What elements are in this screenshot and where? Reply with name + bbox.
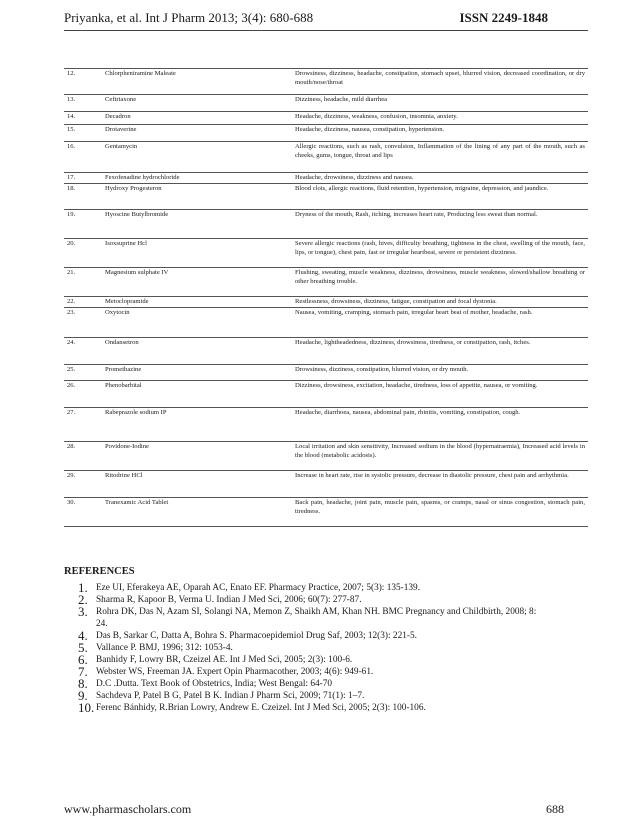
references-heading: REFERENCES (64, 566, 135, 577)
reference-number: 6. (78, 652, 88, 667)
adverse-effects-cell: Restlessness, drowsiness, dizziness, fatigue, constipation and focal dystonia. (292, 297, 588, 308)
row-number-cell: 13. (64, 95, 102, 112)
table-row (64, 112, 588, 125)
reference-item (78, 702, 548, 714)
table-body (64, 69, 588, 527)
reference-item (78, 654, 548, 666)
table-row (64, 210, 588, 239)
header-rule (64, 30, 588, 31)
reference-item (78, 594, 548, 606)
adverse-effects-cell: Severe allergic reactions (rash, hives, difficulty breathing, tightness in the chest, swelling of the mouth, face, lips, or tongue), chest pain, fast or irregular heartbeat, severe or persistent dizziness. (292, 239, 588, 268)
row-number-cell: 23. (64, 308, 102, 338)
reference-number: 2. (78, 592, 88, 607)
footer-website: www.pharmascholars.com (64, 802, 192, 816)
header-citation: Priyanka, et al. Int J Pharm 2013; 3(4): 680-688 (64, 10, 314, 25)
row-number-cell: 26. (64, 381, 102, 408)
row-number-cell: 21. (64, 268, 102, 297)
reference-item (78, 642, 548, 654)
reference-item (78, 582, 548, 594)
footer-page-number: 688 (546, 802, 564, 816)
adverse-effects-cell: Flushing, sweating, muscle weakness, dizziness, drowsiness, muscle weakness, slowed/shallow breathing or other breathing trouble. (292, 268, 588, 297)
row-number-cell: 20. (64, 239, 102, 268)
reference-text: Sachdeva P, Patel B G, Patel B K. Indian J Pharm Sci, 2009; 71(1): 1–7. (96, 691, 365, 701)
drug-name-cell: Ceftriaxone (102, 95, 292, 112)
table-row (64, 268, 588, 297)
reference-number: 5. (78, 640, 88, 655)
row-number-cell: 17. (64, 173, 102, 184)
table-row (64, 95, 588, 112)
adverse-effects-cell: Headache, drowsiness, dizziness and nausea. (292, 173, 588, 184)
adverse-effects-cell: Drowsiness, dizziness, constipation, blurred vision, or dry mouth. (292, 365, 588, 381)
drug-name-cell: Promethazine (102, 365, 292, 381)
drug-name-cell: Drotaverine (102, 125, 292, 142)
drug-name-cell: Fexofenadine hydrochloride (102, 173, 292, 184)
reference-number: 7. (78, 664, 88, 679)
adverse-effects-cell: Local irritation and skin sensitivity, Increased sodium in the blood (hypernatraemia), Increased acid levels in the blood (metabolic acidosis). (292, 442, 588, 471)
drug-name-cell: Isoxsuprine Hcl (102, 239, 292, 268)
adverse-effects-cell: Allergic reactions, such as rash, convulsion, Inflammation of the lining of any part of the mouth, such as cheeks, gums, tongue, throat and lips (292, 142, 588, 173)
row-number-cell: 18. (64, 184, 102, 210)
table-row (64, 239, 588, 268)
reference-item (78, 630, 548, 642)
table-row (64, 381, 588, 408)
adverse-effects-cell: Dizziness, drowsiness, excitation, headache, tiredness, loss of appetite, nausea, or vomiting. (292, 381, 588, 408)
reference-item (78, 606, 548, 630)
drug-name-cell: Hyoscine Butylbromide (102, 210, 292, 239)
table-row (64, 338, 588, 365)
table-row (64, 125, 588, 142)
reference-number: 10. (78, 700, 95, 715)
reference-text: Rohra DK, Das N, Azam SI, Solangi NA, Memon Z, Shaikh AM, Khan NH. BMC Pregnancy and Childbirth, 2008; 8: 24. (96, 607, 537, 629)
table-row (64, 498, 588, 527)
row-number-cell: 27. (64, 408, 102, 442)
table-row (64, 408, 588, 442)
row-number-cell: 25. (64, 365, 102, 381)
table-row (64, 173, 588, 184)
page-footer (64, 802, 564, 817)
table-row (64, 365, 588, 381)
adverse-effects-cell: Nausea, vomiting, cramping, stomach pain, irregular heart beat of mother, headache, rash. (292, 308, 588, 338)
reference-item (78, 690, 548, 702)
adverse-effects-cell: Drowsiness, dizziness, headache, constipation, stomach upset, blurred vision, decreased coordination, or dry mouth/nose/throat (292, 69, 588, 95)
drug-name-cell: Ritodrine HCl (102, 471, 292, 498)
row-number-cell: 30. (64, 498, 102, 527)
adverse-effects-cell: Dizziness, headache, mild diarrhea (292, 95, 588, 112)
table-row (64, 297, 588, 308)
row-number-cell: 22. (64, 297, 102, 308)
references-list (78, 582, 548, 714)
reference-number: 3. (78, 604, 88, 619)
reference-text: Das B, Sarkar C, Datta A, Bohra S. Pharmacoepidemiol Drug Saf, 2003; 12(3): 221-5. (96, 631, 417, 641)
adverse-effects-cell: Headache, dizziness, weakness, confusion, insomnia, anxiety. (292, 112, 588, 125)
row-number-cell: 29. (64, 471, 102, 498)
table-row (64, 142, 588, 173)
drug-name-cell: Hydroxy Progesteron (102, 184, 292, 210)
drug-name-cell: Tranexamic Acid Tablet (102, 498, 292, 527)
reference-text: Eze UI, Eferakeya AE, Oparah AC, Enato EF. Pharmacy Practice, 2007; 5(3): 135-139. (96, 583, 421, 593)
row-number-cell: 12. (64, 69, 102, 95)
table-row (64, 69, 588, 95)
running-header (64, 10, 548, 30)
reference-number: 8. (78, 676, 88, 691)
reference-text: Banhidy F, Lowry BR, Czeizel AE. Int J Med Sci, 2005; 2(3): 100-6. (96, 655, 353, 665)
adverse-effects-cell: Headache, lightheadedness, dizziness, drowsiness, tiredness, or constipation, rash, itches. (292, 338, 588, 365)
drug-name-cell: Magnesium sulphate IV (102, 268, 292, 297)
reference-number: 1. (78, 580, 88, 595)
drug-name-cell: Phenobarbital (102, 381, 292, 408)
reference-text: Vallance P. BMJ, 1996; 312: 1053-4. (96, 643, 233, 653)
drug-name-cell: Ondansetron (102, 338, 292, 365)
reference-text: Sharma R, Kapoor B, Verma U. Indian J Med Sci, 2006; 60(7): 277-87. (96, 595, 362, 605)
adverse-effects-cell: Dryness of the mouth, Rash, itching, increases heart rate, Producing less sweat than normal. (292, 210, 588, 239)
reference-item (78, 666, 548, 678)
row-number-cell: 14. (64, 112, 102, 125)
table-row (64, 184, 588, 210)
adverse-effects-cell: Headache, dizziness, nausea, constipation, hypertension. (292, 125, 588, 142)
drug-name-cell: Rabeprazole sodium IP (102, 408, 292, 442)
drug-name-cell: Oxytocin (102, 308, 292, 338)
adverse-effects-cell: Increase in heart rate, rise in systolic pressure, decrease in diastolic pressure, chest pain and arrhythmia. (292, 471, 588, 498)
reference-text: D.C .Dutta. Text Book of Obstetrics, India; West Bengal: 64-70 (96, 679, 333, 689)
reference-number: 4. (78, 628, 88, 643)
drug-name-cell: Gentamycin (102, 142, 292, 173)
adverse-effects-table (64, 68, 588, 527)
reference-text: Webster WS, Freeman JA. Expert Opin Pharmacother, 2003; 4(6): 949-61. (96, 667, 374, 677)
drug-name-cell: Povidone-Iodine (102, 442, 292, 471)
header-issn: ISSN 2249-1848 (459, 10, 548, 25)
row-number-cell: 19. (64, 210, 102, 239)
drug-name-cell: Decadron (102, 112, 292, 125)
row-number-cell: 15. (64, 125, 102, 142)
row-number-cell: 16. (64, 142, 102, 173)
adverse-effects-cell: Headache, diarrhoea, nausea, abdominal pain, rhinitis, vomiting, constipation, cough. (292, 408, 588, 442)
adverse-effects-cell: Back pain, headache, joint pain, muscle pain, spasms, or cramps, nasal or sinus congestion, stomach pain, tiredness. (292, 498, 588, 527)
table-row (64, 308, 588, 338)
table-row (64, 442, 588, 471)
table-row (64, 471, 588, 498)
drug-name-cell: Metoclopramide (102, 297, 292, 308)
adverse-effects-cell: Blood clots, allergic reactions, fluid retention, hypertension, migraine, depression, and jaundice. (292, 184, 588, 210)
reference-number: 9. (78, 688, 88, 703)
reference-text: Ferenc Bánhidy, R.Brian Lowry, Andrew E. Czeizel. Int J Med Sci, 2005; 2(3): 100-106. (96, 703, 426, 713)
row-number-cell: 28. (64, 442, 102, 471)
reference-item (78, 678, 548, 690)
drug-name-cell: Chlorpheniramine Maleate (102, 69, 292, 95)
row-number-cell: 24. (64, 338, 102, 365)
